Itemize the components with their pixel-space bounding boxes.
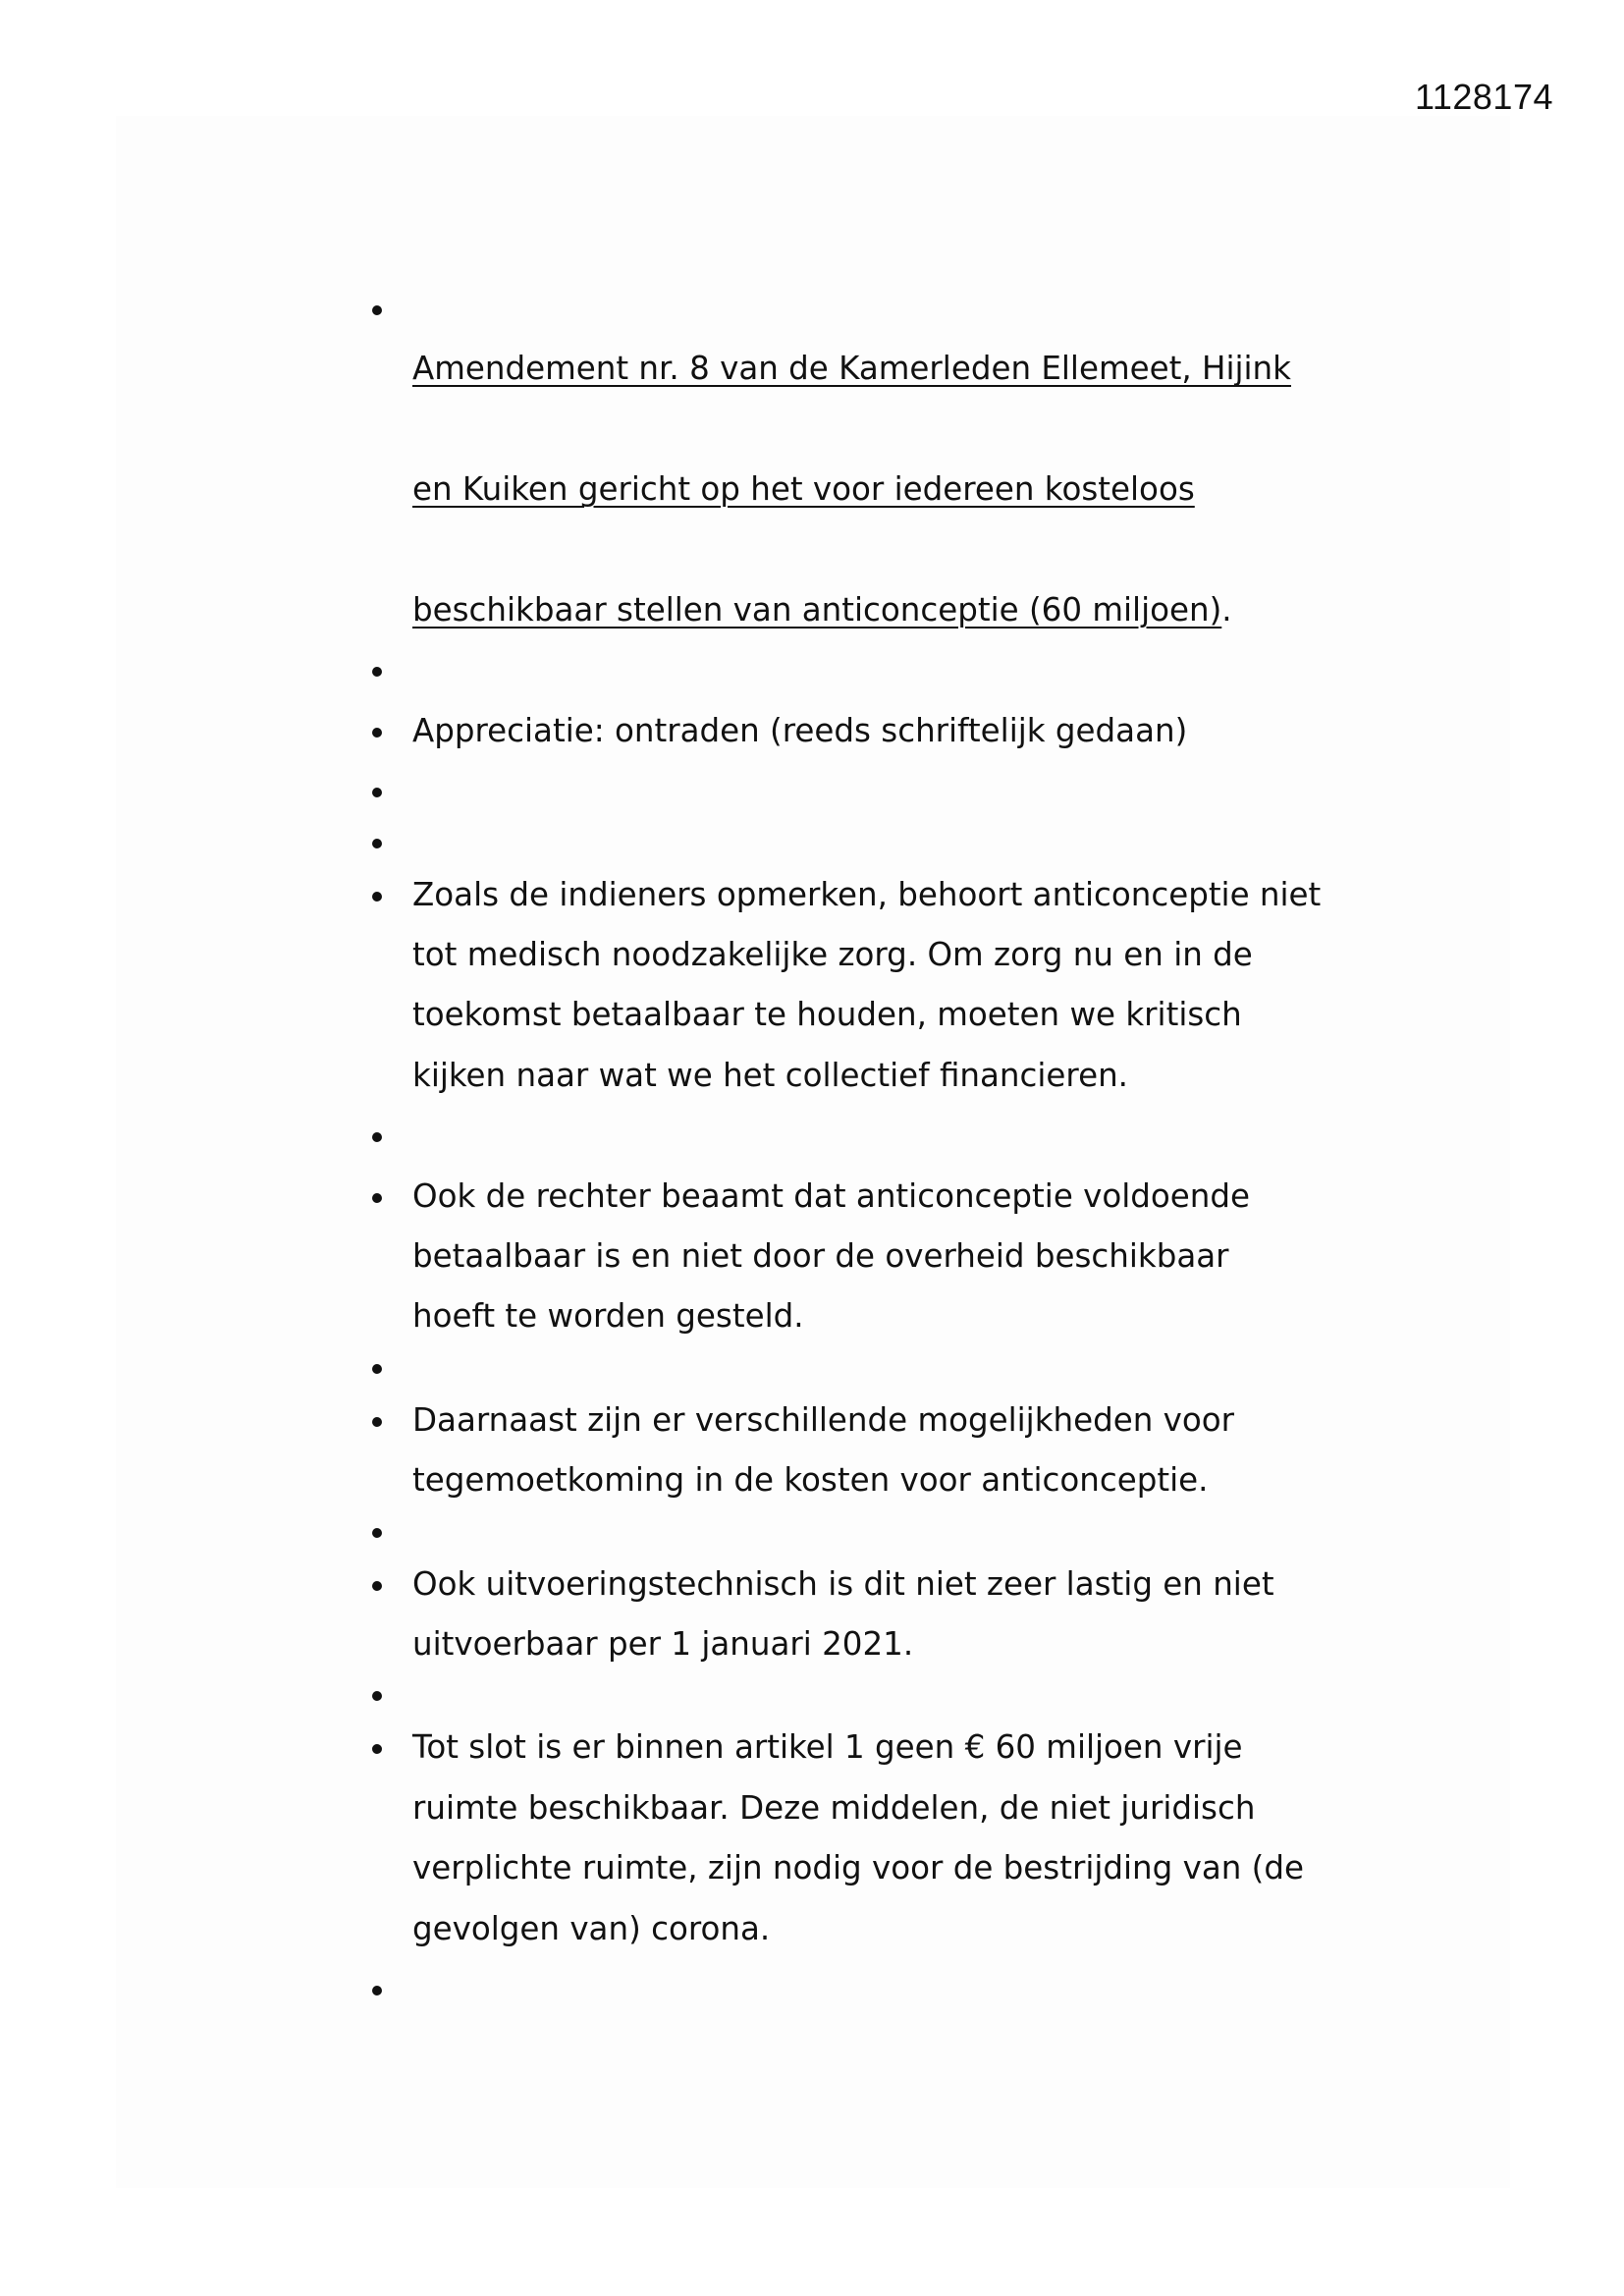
amendment-title-line-2: en Kuiken gericht op het voor iedereen kosteloos xyxy=(412,470,1195,509)
bullet-item-empty xyxy=(367,1347,1359,1391)
bullet-item-uitvoering: Ook uitvoeringstechnisch is dit niet zeer lastig en niet uitvoerbaar per 1 januari 2021. xyxy=(367,1555,1359,1675)
bullet-item-totslot: Tot slot is er binnen artikel 1 geen € 60 miljoen vrije ruimte beschikbaar. Deze middelen, de niet juridisch verplichte ruimte, zijn nodig voor de bestrijding van (de gevolgen van) corona. xyxy=(367,1718,1359,1959)
bullet-item-empty xyxy=(367,640,1359,700)
bullet-item-appreciatie: Appreciatie: ontraden (reeds schriftelijk gedaan) xyxy=(367,701,1359,761)
bullet-item-rechter: Ook de rechter beaamt dat anticonceptie voldoende betaalbaar is en niet door de overheid beschikbaar hoeft te worden gesteld. xyxy=(367,1167,1359,1347)
amendment-title-line-3: beschikbaar stellen van anticonceptie (60 miljoen) xyxy=(412,591,1222,629)
bullet-item-empty xyxy=(367,1959,1359,2019)
bullet-item-amendment xyxy=(367,279,1359,640)
amendment-title-period: . xyxy=(1221,591,1232,629)
bullet-item-daarnaast: Daarnaast zijn er verschillende mogelijkheden voor tegemoetkoming in de kosten voor anticonceptie. xyxy=(367,1391,1359,1511)
bullet-item-empty xyxy=(367,822,1359,865)
bullet-list xyxy=(367,279,1359,2020)
bullet-item-empty xyxy=(367,1511,1359,1555)
bullet-item-empty xyxy=(367,761,1359,821)
bullet-item-empty xyxy=(367,1106,1359,1166)
document-number: 1128174 xyxy=(1415,77,1553,117)
bullet-item-empty xyxy=(367,1674,1359,1718)
bullet-item-zoals: Zoals de indieners opmerken, behoort anticonceptie niet tot medisch noodzakelijke zorg. Om zorg nu en in de toekomst betaalbaar te houden, moeten we kritisch kijken naar wat we het collectief financieren. xyxy=(367,865,1359,1107)
amendment-title-line-1: Amendement nr. 8 van de Kamerleden Ellemeet, Hijink xyxy=(412,350,1291,388)
